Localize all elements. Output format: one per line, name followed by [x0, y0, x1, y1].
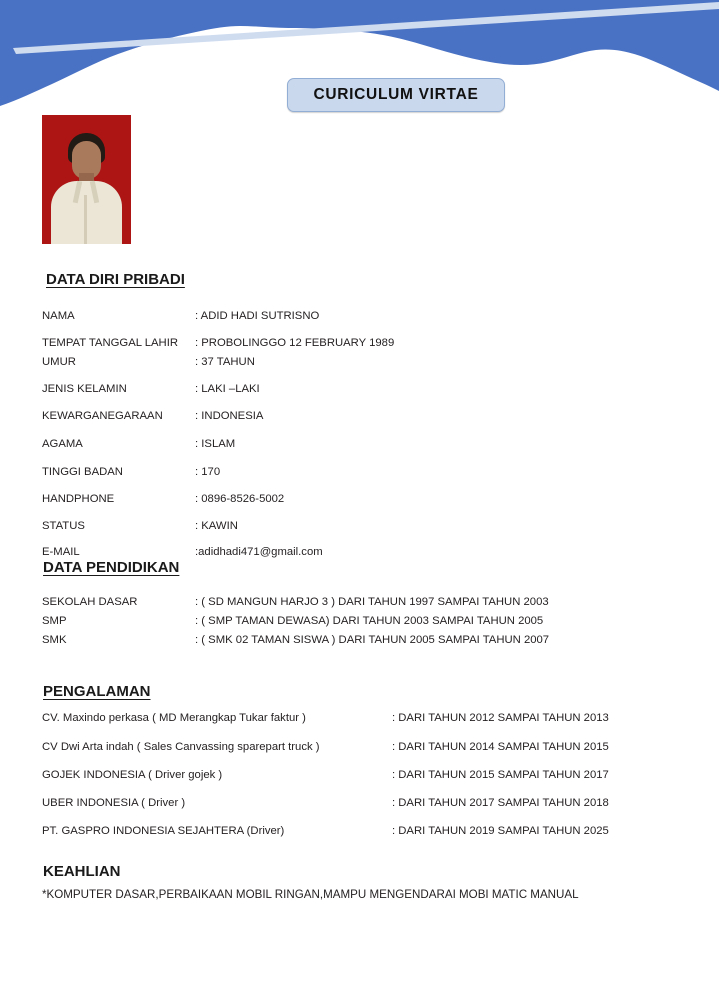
personal-label: TEMPAT TANGGAL LAHIR [42, 337, 179, 349]
education-value: : ( SMP TAMAN DEWASA) DARI TAHUN 2003 SAMPAI TAHUN 2005 [195, 615, 544, 627]
document-title-box [287, 78, 505, 112]
personal-value: : KAWIN [195, 520, 238, 532]
personal-label: TINGGI BADAN [42, 466, 123, 478]
personal-row [42, 466, 682, 482]
experience-row [42, 741, 682, 757]
education-label: SEKOLAH DASAR [42, 596, 138, 608]
personal-label: HANDPHONE [42, 493, 115, 505]
experience-label: CV. Maxindo perkasa ( MD Merangkap Tukar faktur ) [42, 712, 306, 724]
experience-row [42, 712, 682, 728]
personal-row [42, 337, 682, 353]
personal-row [42, 438, 682, 454]
section-heading-skills: KEAHLIAN [43, 863, 121, 880]
skills-text: *KOMPUTER DASAR,PERBAIKAAN MOBIL RINGAN,MAMPU MENGENDARAI MOBI MATIC MANUAL [42, 888, 579, 901]
personal-value: : PROBOLINGGO 12 FEBRUARY 1989 [195, 337, 395, 349]
education-label: SMK [42, 634, 67, 646]
personal-value: : 0896-8526-5002 [195, 493, 285, 505]
experience-value: : DARI TAHUN 2014 SAMPAI TAHUN 2015 [392, 741, 609, 753]
personal-label: STATUS [42, 520, 85, 532]
education-label: SMP [42, 615, 67, 627]
experience-label: GOJEK INDONESIA ( Driver gojek ) [42, 769, 223, 781]
experience-row [42, 797, 682, 813]
experience-row [42, 825, 682, 841]
personal-label: NAMA [42, 310, 75, 322]
education-row [42, 615, 682, 631]
section-heading-education: DATA PENDIDIKAN [43, 559, 180, 576]
experience-value: : DARI TAHUN 2015 SAMPAI TAHUN 2017 [392, 769, 609, 781]
personal-label: AGAMA [42, 438, 83, 450]
experience-label: CV Dwi Arta indah ( Sales Canvassing sparepart truck ) [42, 741, 320, 753]
experience-value: : DARI TAHUN 2019 SAMPAI TAHUN 2025 [392, 825, 609, 837]
personal-row [42, 310, 682, 326]
personal-value: : 170 [195, 466, 221, 478]
personal-label: JENIS KELAMIN [42, 383, 127, 395]
page-title: CURICULUM VIRTAE [313, 86, 479, 103]
personal-row [42, 356, 682, 372]
section-heading-experience: PENGALAMAN [43, 683, 151, 700]
personal-label: UMUR [42, 356, 76, 368]
personal-row [42, 520, 682, 536]
personal-value: : ISLAM [195, 438, 236, 450]
personal-row [42, 383, 682, 399]
personal-value: : INDONESIA [195, 410, 264, 422]
education-row [42, 596, 682, 612]
applicant-photo [42, 115, 131, 244]
section-heading-personal-data: DATA DIRI PRIBADI [46, 271, 185, 288]
personal-value: :adidhadi471@gmail.com [195, 546, 323, 558]
personal-row [42, 493, 682, 509]
experience-row [42, 769, 682, 785]
personal-value: : 37 TAHUN [195, 356, 255, 368]
personal-row [42, 410, 682, 426]
experience-value: : DARI TAHUN 2017 SAMPAI TAHUN 2018 [392, 797, 609, 809]
personal-value: : ADID HADI SUTRISNO [195, 310, 320, 322]
personal-value: : LAKI –LAKI [195, 383, 260, 395]
education-value: : ( SMK 02 TAMAN SISWA ) DARI TAHUN 2005 SAMPAI TAHUN 2007 [195, 634, 550, 646]
photo-shirt-placket [84, 195, 87, 244]
education-row [42, 634, 682, 650]
experience-value: : DARI TAHUN 2012 SAMPAI TAHUN 2013 [392, 712, 609, 724]
personal-label: KEWARGANEGARAAN [42, 410, 163, 422]
education-value: : ( SD MANGUN HARJO 3 ) DARI TAHUN 1997 SAMPAI TAHUN 2003 [195, 596, 549, 608]
experience-label: UBER INDONESIA ( Driver ) [42, 797, 186, 809]
experience-label: PT. GASPRO INDONESIA SEJAHTERA (Driver) [42, 825, 285, 837]
personal-label: E-MAIL [42, 546, 80, 558]
